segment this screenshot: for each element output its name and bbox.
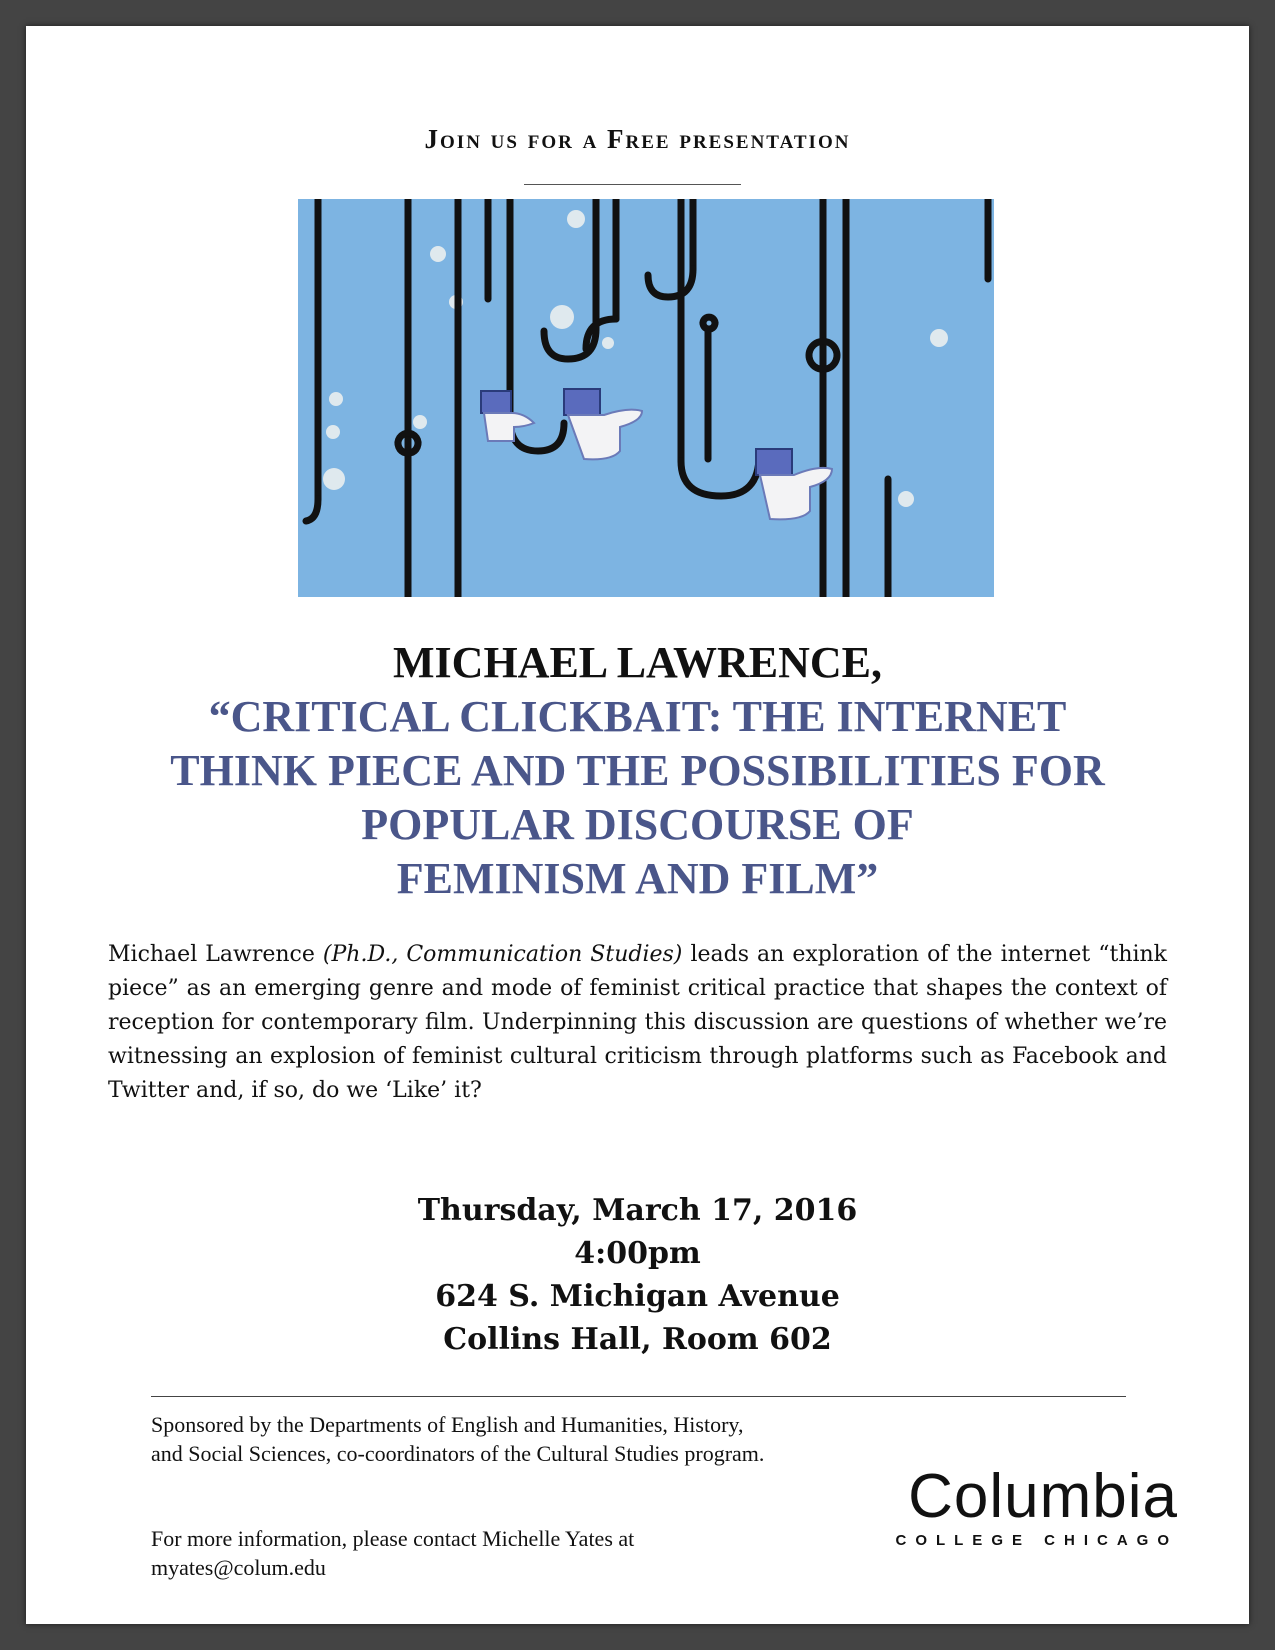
talk-title-line-4: FEMINISM AND FILM” <box>396 854 879 903</box>
talk-title-line-1: “CRITICAL CLICKBAIT: THE INTERNET <box>208 692 1067 741</box>
contact-text: For more information, please contact Michelle Yates at myates@colum.edu <box>151 1526 635 1580</box>
flyer-page <box>26 26 1249 1624</box>
description-speaker: Michael Lawrence <box>108 942 315 967</box>
footer-divider <box>151 1396 1126 1397</box>
logo-wordmark: Columbia <box>908 1462 1178 1531</box>
talk-title-line-2: THINK PIECE AND THE POSSIBILITIES FOR <box>170 746 1105 795</box>
fishing-hooks-with-thumbs-up-icon <box>298 199 994 597</box>
sponsor-text: Sponsored by the Departments of English and Humanities, History, and Social Sciences, co-coordinators of the Cultural Studies program. <box>151 1412 765 1466</box>
logo-subtitle: COLLEGE CHICAGO <box>895 1532 1178 1549</box>
description-text: leads an exploration of the internet “think piece” as an emerging genre and mode of feminist critical practice that shapes the context of reception for contemporary film. Underpinning this discussion are questions of whether we’re witnessing an explosion of feminist cultural criticism through platforms such as Facebook and Twitter and, if so, do we ‘Like’ it? <box>108 942 1168 1103</box>
event-date: Thursday, March 17, 2016 <box>417 1193 858 1228</box>
event-room: Collins Hall, Room 602 <box>443 1322 832 1357</box>
intro-heading: Join us for a Free presentation <box>424 124 851 154</box>
talk-title-line-3: POPULAR DISCOURSE OF <box>361 800 914 849</box>
event-address: 624 S. Michigan Avenue <box>435 1279 840 1314</box>
event-description <box>108 938 1167 1108</box>
description-credentials: (Ph.D., Communication Studies) <box>322 942 683 967</box>
event-details <box>26 1189 1249 1361</box>
speaker-name: MICHAEL LAWRENCE, <box>393 638 882 687</box>
title-block <box>26 636 1249 906</box>
intro-divider <box>524 184 741 185</box>
event-time: 4:00pm <box>574 1236 701 1271</box>
columbia-logo <box>888 1464 1178 1549</box>
